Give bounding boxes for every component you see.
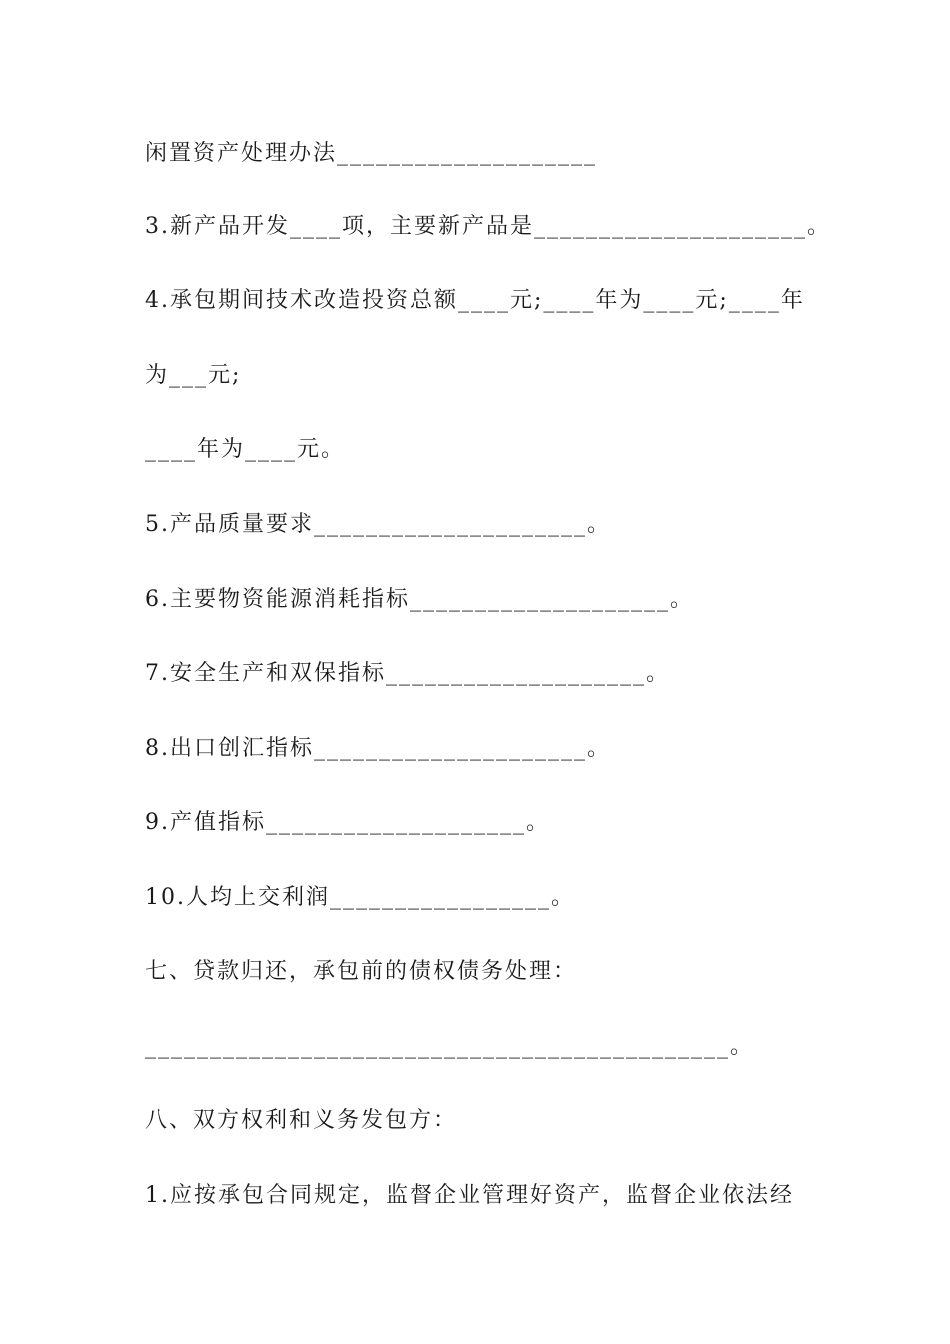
text-line-tech-investment-end: ____年为____元。: [145, 437, 346, 462]
text-line-tech-investment-cont: 为___元;: [145, 363, 242, 388]
text-line-idle-assets: 闲置资产处理办法____________________: [145, 141, 598, 166]
text-line-tech-investment: 4.承包期间技术改造投资总额____元;____年为____元;____年: [145, 288, 805, 313]
text-line-energy: 6.主要物资能源消耗指标____________________。: [145, 587, 694, 612]
text-line-export: 8.出口创汇指标_____________________。: [145, 736, 611, 761]
text-line-profit-per-capita: 10.人均上交利润_________________。: [145, 885, 575, 910]
section-heading-rights: 八、双方权利和义务发包方：: [145, 1108, 458, 1133]
text-line-safety: 7.安全生产和双保指标____________________。: [145, 661, 670, 686]
section-heading-loans: 七、贷款归还，承包前的债权债务处理：: [145, 959, 578, 984]
text-line-loans-blank: _____________________________________________。: [145, 1034, 755, 1059]
text-line-quality: 5.产品质量要求_____________________。: [145, 512, 611, 537]
text-line-new-products: 3.新产品开发____项，主要新产品是_____________________。: [145, 214, 831, 239]
text-line-output-value: 9.产值指标____________________。: [145, 810, 550, 835]
text-line-rights-item-1: 1.应按承包合同规定，监督企业管理好资产，监督企业依法经: [145, 1183, 794, 1208]
